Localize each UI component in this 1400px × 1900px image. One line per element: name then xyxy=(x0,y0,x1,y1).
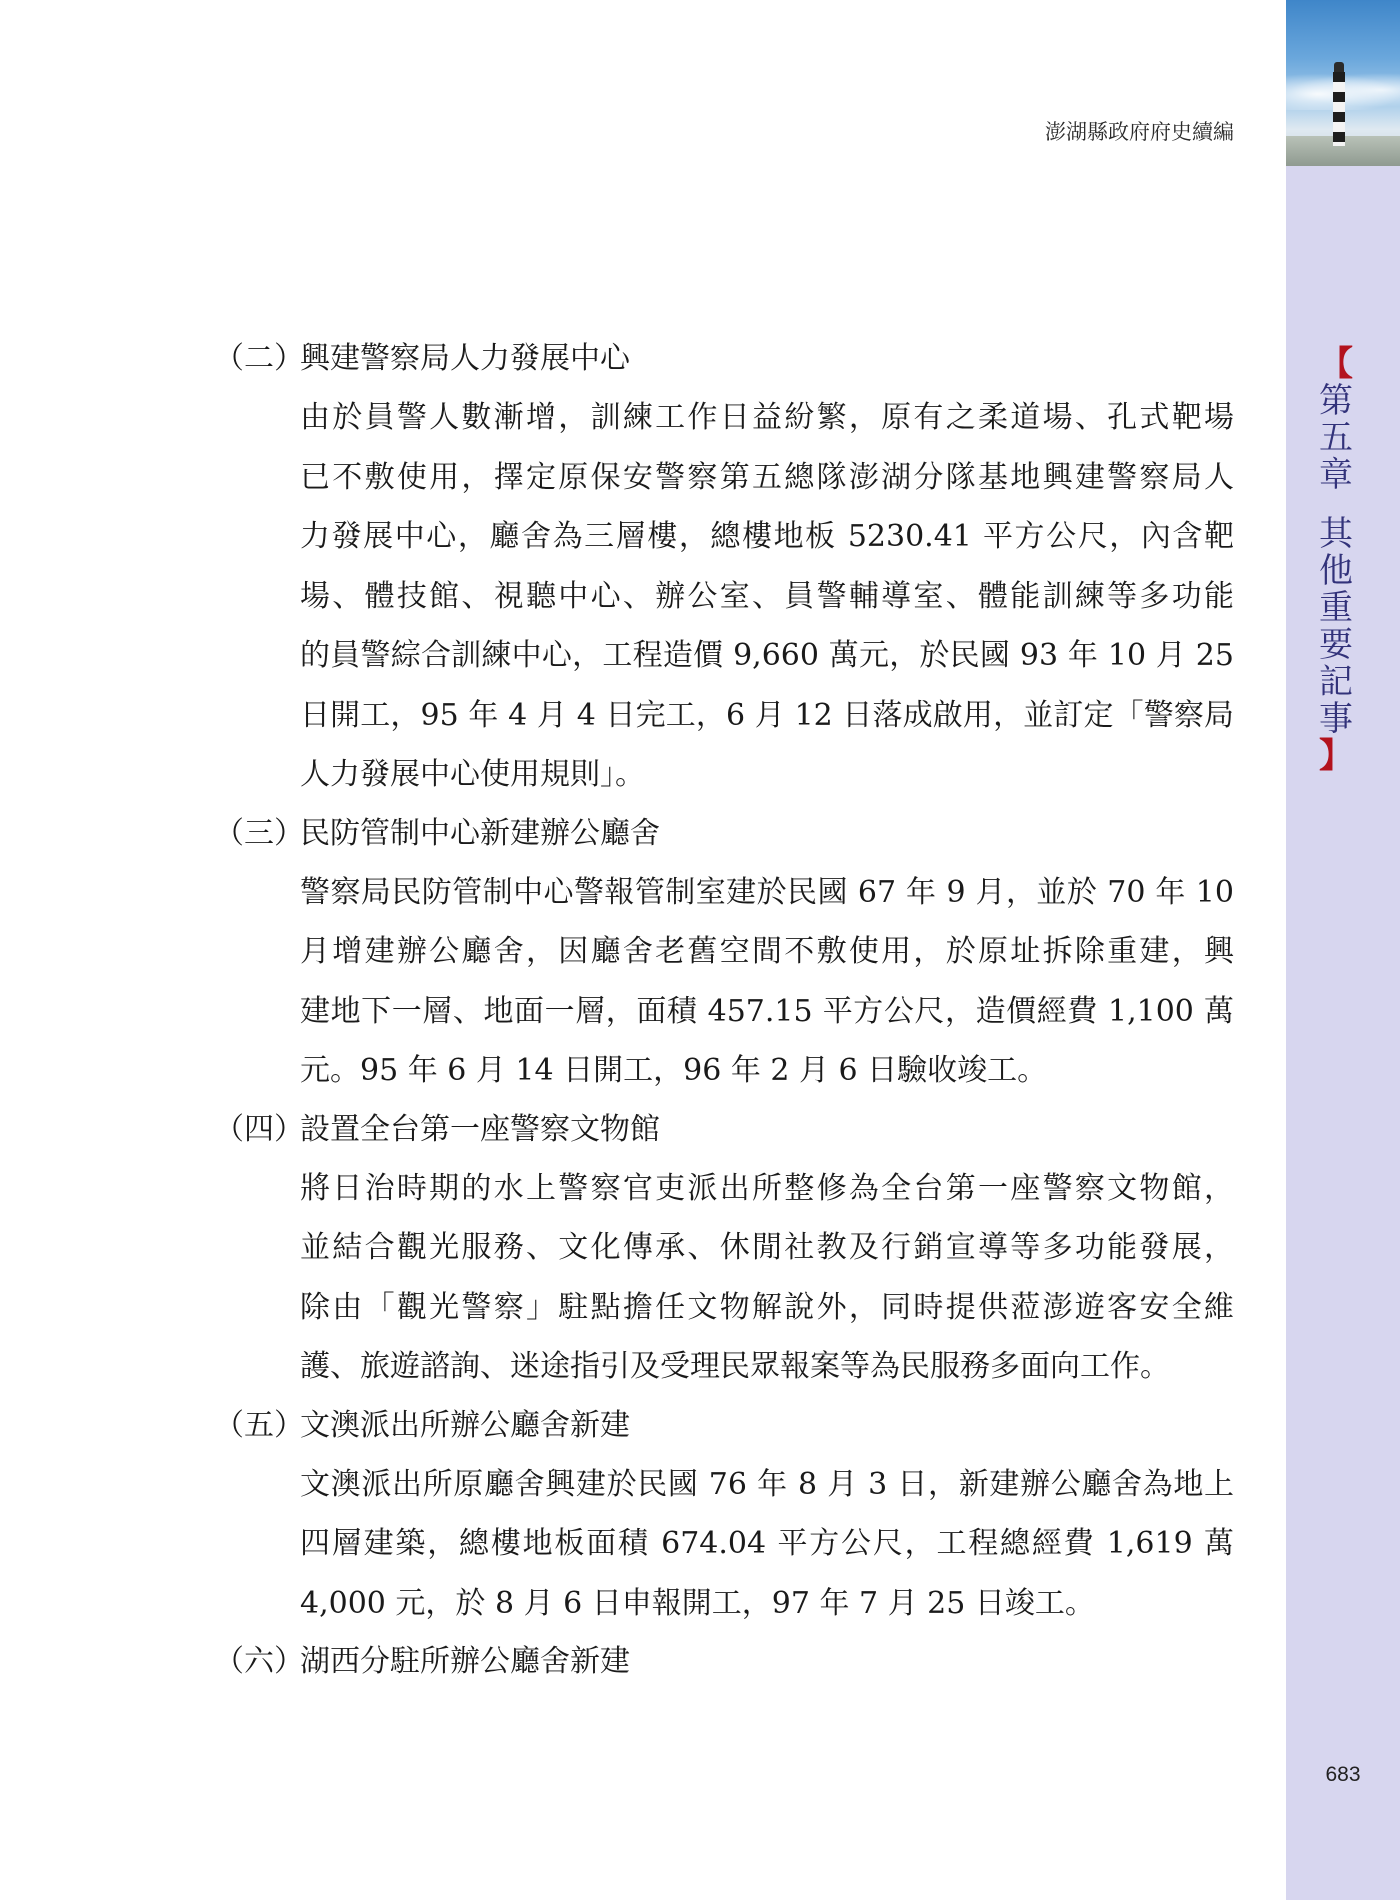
section-number: （五） xyxy=(214,1407,304,1443)
section-paragraph xyxy=(300,1159,1234,1397)
chapter-label-char: 章 xyxy=(1319,455,1353,495)
paragraph-line: 的員警綜合訓練中心，工程造價 9,660 萬元，於民國 93 年 10 月 25 xyxy=(300,638,1234,673)
paragraph-line: 日開工，95 年 4 月 4 日完工，6 月 12 日落成啟用，並訂定「警察局 xyxy=(300,697,1234,733)
section-number: （四） xyxy=(214,1111,304,1147)
section-title: 興建警察局人力發展中心 xyxy=(300,341,630,376)
paragraph-line: 將日治時期的水上警察官吏派出所整修為全台第一座警察文物館， xyxy=(300,1170,1234,1206)
paragraph-line: 護、旅遊諮詢、迷途指引及受理民眾報案等為民服務多面向工作。 xyxy=(300,1349,1170,1384)
paragraph-line: 力發展中心，廳舍為三層樓，總樓地板 5230.41 平方公尺，內含靶 xyxy=(300,519,1234,554)
section-heading xyxy=(214,1101,1234,1159)
chapter-title-char: 他 xyxy=(1319,551,1353,591)
paragraph-line: 警察局民防管制中心警報管制室建於民國 67 年 9 月，並於 70 年 10 xyxy=(300,874,1234,910)
page-number: 683 xyxy=(1325,1763,1361,1786)
page-body xyxy=(214,330,1234,1691)
section-number: （三） xyxy=(214,815,304,851)
running-header: 澎湖縣政府府史續編 xyxy=(1045,120,1234,144)
section-paragraph xyxy=(300,388,1234,805)
section-title: 民防管制中心新建辦公廳舍 xyxy=(300,815,660,851)
paragraph-line: 除由「觀光警察」駐點擔任文物解說外，同時提供蒞澎遊客安全維 xyxy=(300,1289,1234,1325)
chapter-title-char: 其 xyxy=(1319,514,1353,554)
paragraph-line: 並結合觀光服務、文化傳承、休閒社教及行銷宣導等多功能發展， xyxy=(300,1230,1234,1265)
chapter-title-char: 要 xyxy=(1319,625,1353,665)
section-number: （六） xyxy=(214,1644,304,1679)
chapter-title-char: 重 xyxy=(1319,588,1353,628)
section-heading xyxy=(214,1397,1234,1455)
paragraph-line: 已不敷使用，擇定原保安警察第五總隊澎湖分隊基地興建警察局人 xyxy=(300,459,1234,495)
header-photo xyxy=(1286,0,1400,166)
paragraph-line: 人力發展中心使用規則」。 xyxy=(300,757,645,792)
section-paragraph xyxy=(300,863,1234,1101)
chapter-title-char: 記 xyxy=(1319,662,1353,702)
chapter-bracket-open: 【 xyxy=(1319,344,1353,384)
section-title: 湖西分駐所辦公廳舍新建 xyxy=(300,1644,630,1679)
side-strip xyxy=(1286,0,1400,1900)
section-title: 文澳派出所辦公廳舍新建 xyxy=(300,1407,630,1443)
section-heading xyxy=(214,330,1234,388)
chapter-title-char: 事 xyxy=(1319,699,1353,739)
paragraph-line: 四層建築，總樓地板面積 674.04 平方公尺，工程總經費 1,619 萬 xyxy=(300,1526,1234,1561)
section-heading xyxy=(214,805,1234,863)
paragraph-line: 場、體技館、視聽中心、辦公室、員警輔導室、體能訓練等多功能 xyxy=(300,578,1234,614)
paragraph-line: 月增建辦公廳舍，因廳舍老舊空間不敷使用，於原址拆除重建，興 xyxy=(300,934,1234,969)
paragraph-line: 建地下一層、地面一層，面積 457.15 平方公尺，造價經費 1,100 萬 xyxy=(300,993,1234,1029)
paragraph-line: 由於員警人數漸增，訓練工作日益紛繁，原有之柔道場、孔式靶場 xyxy=(300,400,1234,435)
section-heading xyxy=(214,1633,1234,1691)
paragraph-line: 4,000 元，於 8 月 6 日申報開工，97 年 7 月 25 日竣工。 xyxy=(300,1585,1095,1621)
chapter-label-char: 第 xyxy=(1319,381,1353,421)
section-paragraph xyxy=(300,1455,1234,1634)
section-number: （二） xyxy=(214,341,304,376)
section-title: 設置全台第一座警察文物館 xyxy=(300,1111,660,1147)
paragraph-line: 文澳派出所原廳舍興建於民國 76 年 8 月 3 日，新建辦公廳舍為地上 xyxy=(300,1466,1234,1502)
chapter-tab xyxy=(1306,346,1366,775)
lighthouse-lamp xyxy=(1334,62,1344,72)
lighthouse-tower xyxy=(1333,72,1345,146)
chapter-bracket-close: 】 xyxy=(1319,736,1353,776)
chapter-label-char: 五 xyxy=(1319,418,1353,458)
lighthouse-icon xyxy=(1332,62,1346,146)
paragraph-line: 元。95 年 6 月 14 日開工，96 年 2 月 6 日驗收竣工。 xyxy=(300,1053,1048,1088)
